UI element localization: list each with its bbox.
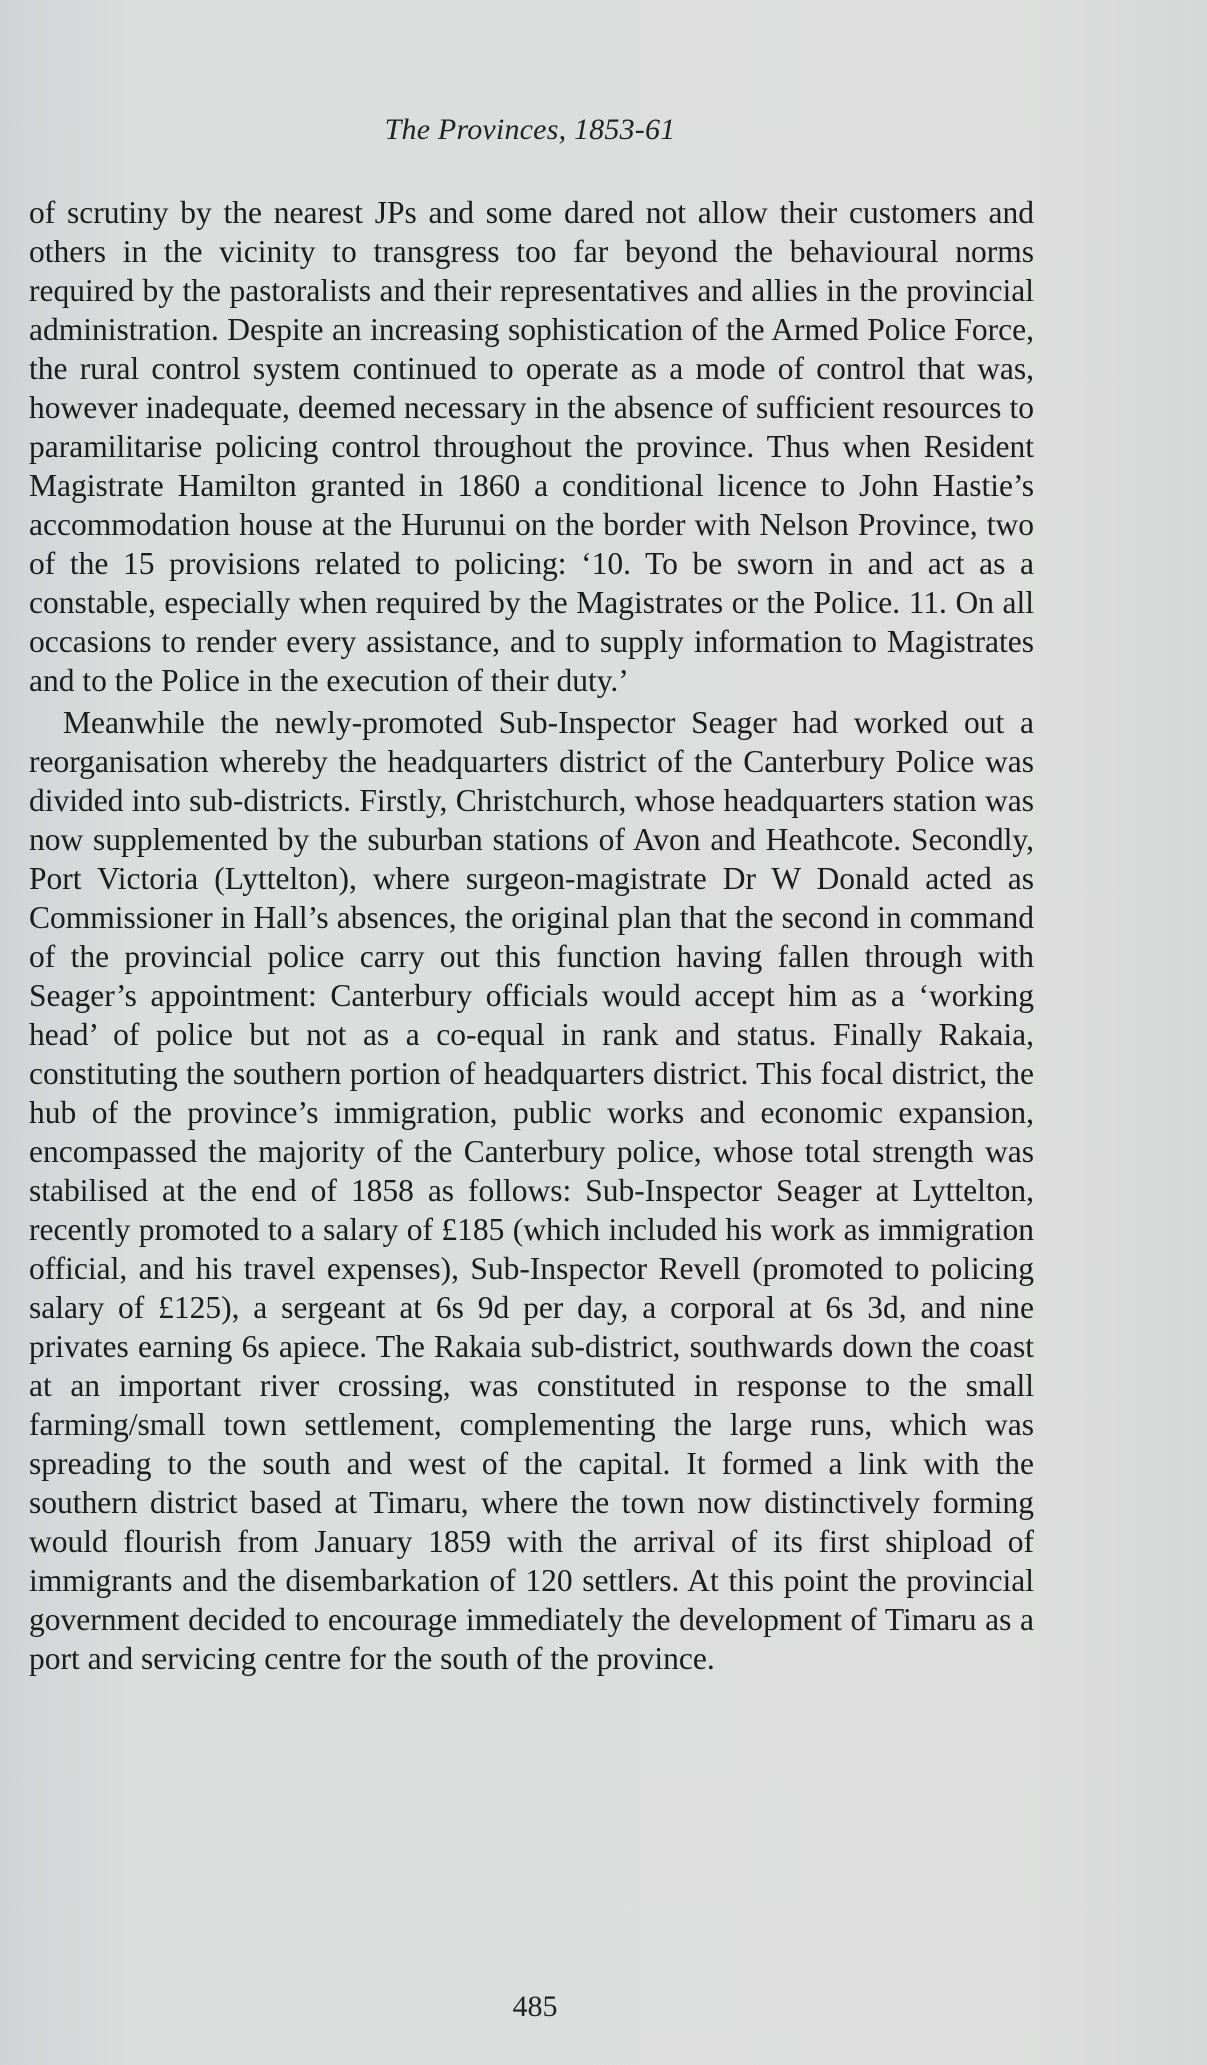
paragraph-continuation: of scrutiny by the nearest JPs and some dared not allow their customers and others in the vicinity to transgress too far beyond the behavioural norms required by the pastoralists and their representatives and allies in the provincial administration. Despite an increasing sophistication of the Armed Police Force, the rural control system continued to operate as a mode of control that was, however inadequate, deemed necessary in the absence of sufficient resources to paramilitarise policing control throughout the province. Thus when Resident Magistrate Hamilton granted in 1860 a conditional licence to John Hastie’s accommodation house at the Hurunui on the border with Nelson Province, two of the 15 provisions related to policing: ‘10. To be sworn in and act as a constable, especially when required by the Magistrates or the Police. 11. On all occasions to render every assistance, and to supply information to Magistrates and to the Police in the execution of their duty.’	[29, 195, 1034, 698]
paragraph-reorganisation: Meanwhile the newly-promoted Sub-Inspector Seager had worked out a reorganisation whereby the headquarters district of the Canterbury Police was divided into sub-districts. Firstly, Christchurch, whose headquarters station was now supplemented by the suburban stations of Avon and Heathcote. Secondly, Port Victoria (Lyttelton), where surgeon-magistrate Dr W Donald acted as Commissioner in Hall’s absences, the original plan that the second in command of the provincial police carry out this function having fallen through with Seager’s appointment: Canterbury officials would accept him as a ‘working head’ of police but not as a co-equal in rank and status. Finally Rakaia, constituting the southern portion of headquarters district. This focal district, the hub of the province’s immigration, public works and economic expansion, encompassed the majority of the Canterbury police, whose total strength was stabilised at the end of 1858 as follows: Sub-Inspector Seager at Lyttelton, recently promoted to a salary of £185 (which included his work as immigration official, and his travel expenses), Sub-Inspector Revell (promoted to policing salary of £125), a sergeant at 6s 9d per day, a corporal at 6s 3d, and nine privates earning 6s apiece. The Rakaia sub-district, southwards down the coast at an important river crossing, was constituted in response to the small farming/small town settlement, complementing the large runs, which was spreading to the south and west of the capital. It formed a link with the southern district based at Timaru, where the town now distinctively forming would flourish from January 1859 with the arrival of its first shipload of immigrants and the disembarkation of 120 settlers. At this point the provincial government decided to encourage immediately the development of Timaru as a port and servicing centre for the south of the province.	[29, 705, 1034, 1676]
running-head: The Provinces, 1853-61	[384, 113, 676, 146]
body-text	[29, 193, 1034, 1678]
page-number: 485	[512, 1990, 558, 2023]
